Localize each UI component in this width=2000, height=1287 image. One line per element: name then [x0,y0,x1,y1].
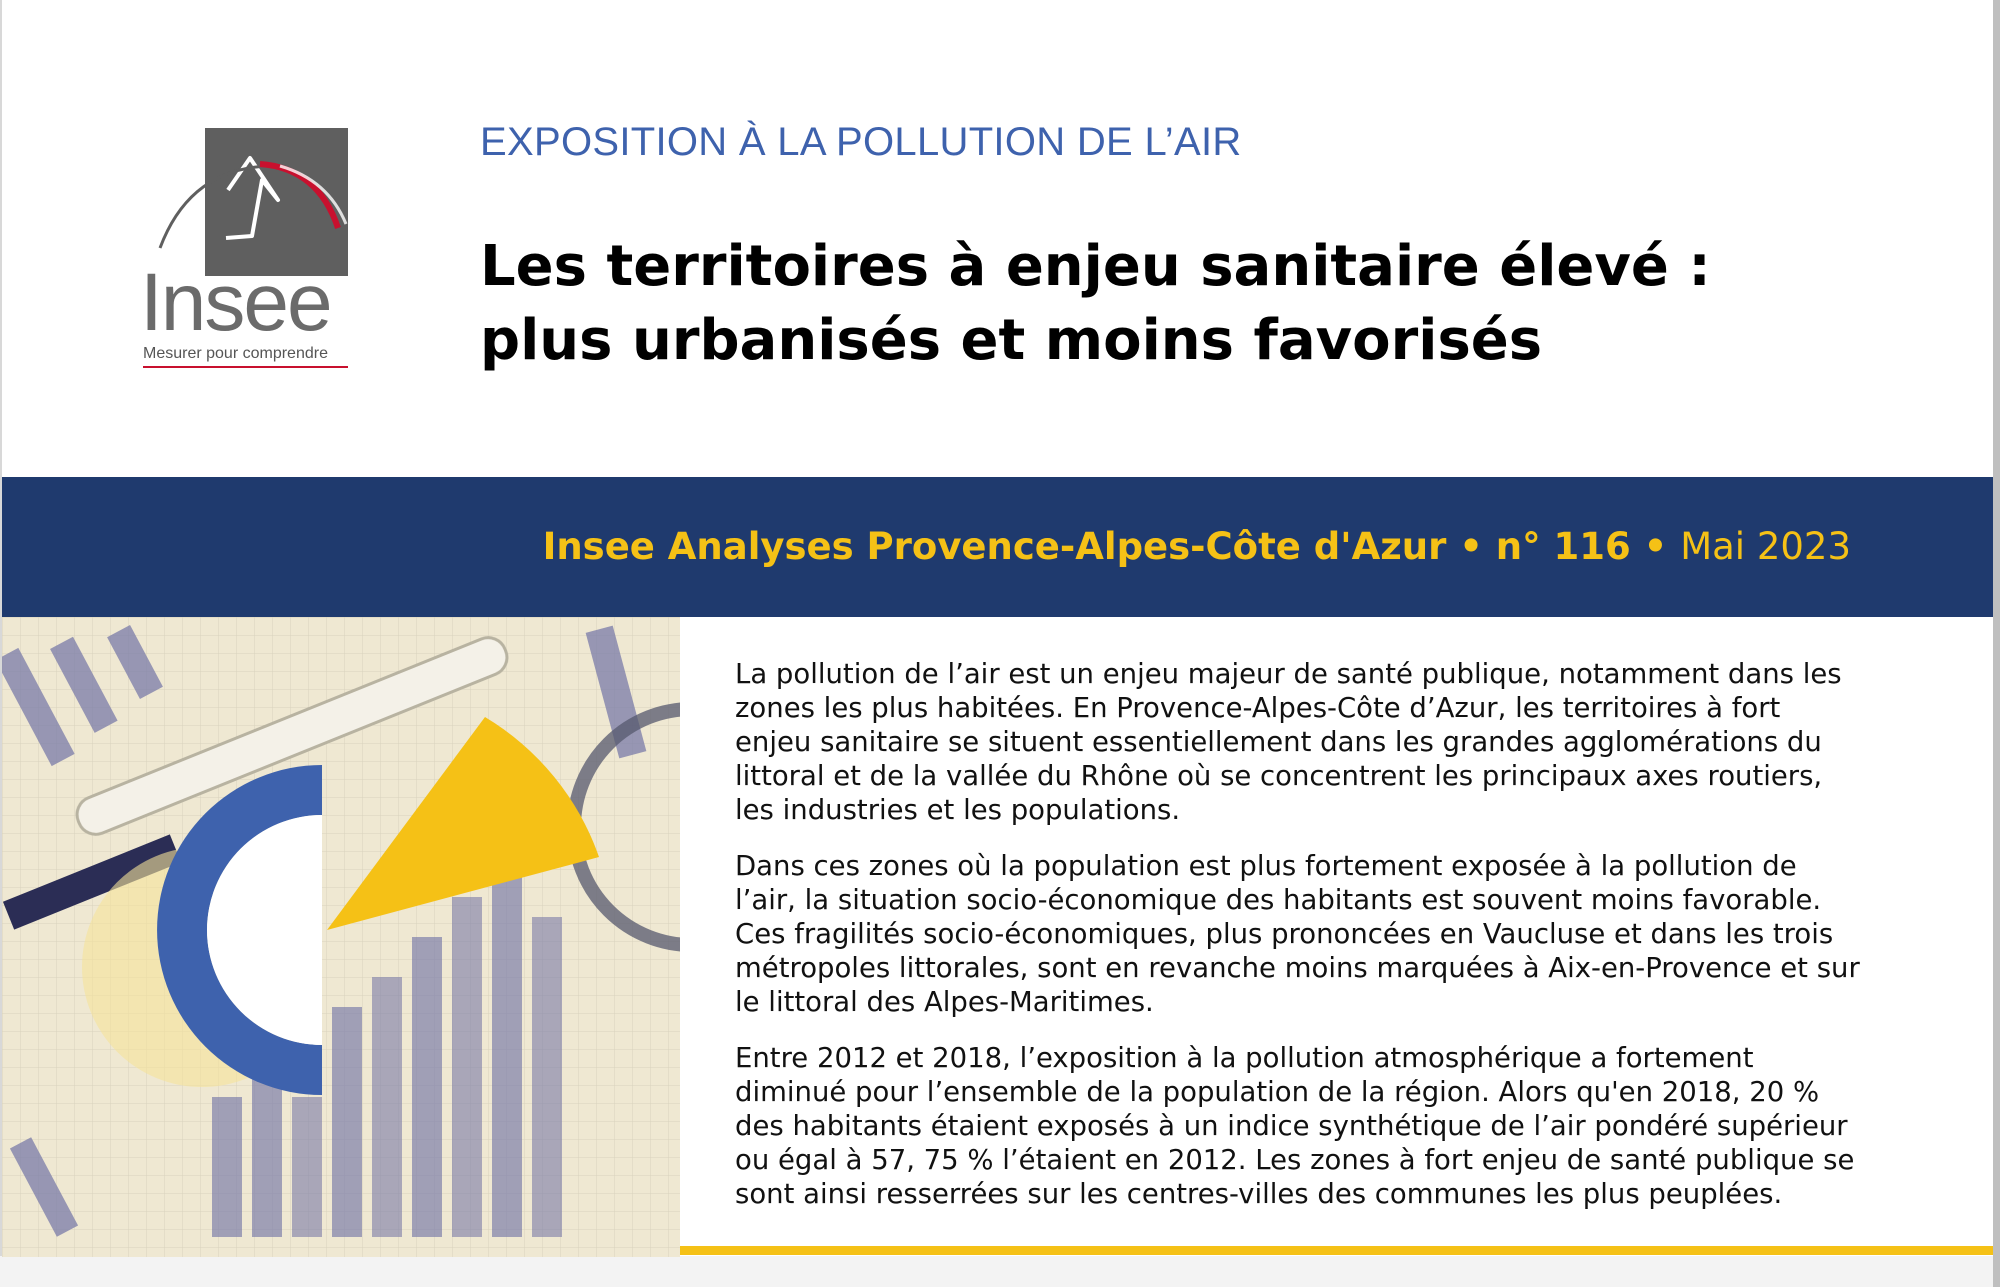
section-kicker: EXPOSITION À LA POLLUTION DE L’AIR [480,120,1242,164]
page-edge [0,1256,1993,1287]
logo-tagline: Mesurer pour comprendre [143,345,348,368]
summary-paragraph: Dans ces zones où la population est plus fortement exposée à la pollution de l’air, la situation socio-économique des habitants est souvent moins favorable. Ces fragilités socio-économiques, plus prononcées en Vaucluse et dans les trois métropoles littorales, sont en revanche moins marquées à Aix-en-Provence et sur le littoral des Alpes-Maritimes. [735,850,1860,1018]
summary-paragraph: Entre 2012 et 2018, l’exposition à la pollution atmosphérique a fortement diminué pour l’ensemble de la population de la région. Alors qu'en 2018, 20 % des habitants étaient exposés à un indice synthétique de l’air pondéré supérieur ou égal à 57, 75 % l’étaient en 2012. Les zones à fort enjeu de santé publique se sont ainsi resserrées sur les centres-villes des communes les plus peuplées. [735,1042,1855,1210]
summary-paragraph: La pollution de l’air est un enjeu majeur de santé publique, notamment dans les zones les plus habitées. En Provence-Alpes-Côte d’Azur, les territoires à fort enjeu sanitaire se situent essentiellement dans les grandes agglomérations du littoral et de la vallée du Rhône où se concentrent les principaux axes routiers, les industries et les populations. [735,658,1842,826]
issue-date: Mai 2023 [1680,525,1851,568]
separator: • [1459,525,1483,568]
publication-name: Insee Analyses Provence-Alpes-Côte d'Azur [542,525,1447,568]
summary [735,657,1865,1233]
title-line-1: Les territoires à enjeu sanitaire élevé : [480,234,1711,299]
publication-line [543,525,1851,568]
cover-illustration [2,617,680,1257]
divider-rule [680,1246,1993,1255]
logo-wordmark: Insee [140,257,331,348]
issue-number: n° 116 [1495,525,1631,568]
separator: • [1643,525,1668,568]
title-line-2: plus urbanisés et moins favorisés [480,308,1543,373]
page-edge [1993,0,2000,1287]
publication-banner [2,477,1993,617]
page-title [480,230,1900,378]
